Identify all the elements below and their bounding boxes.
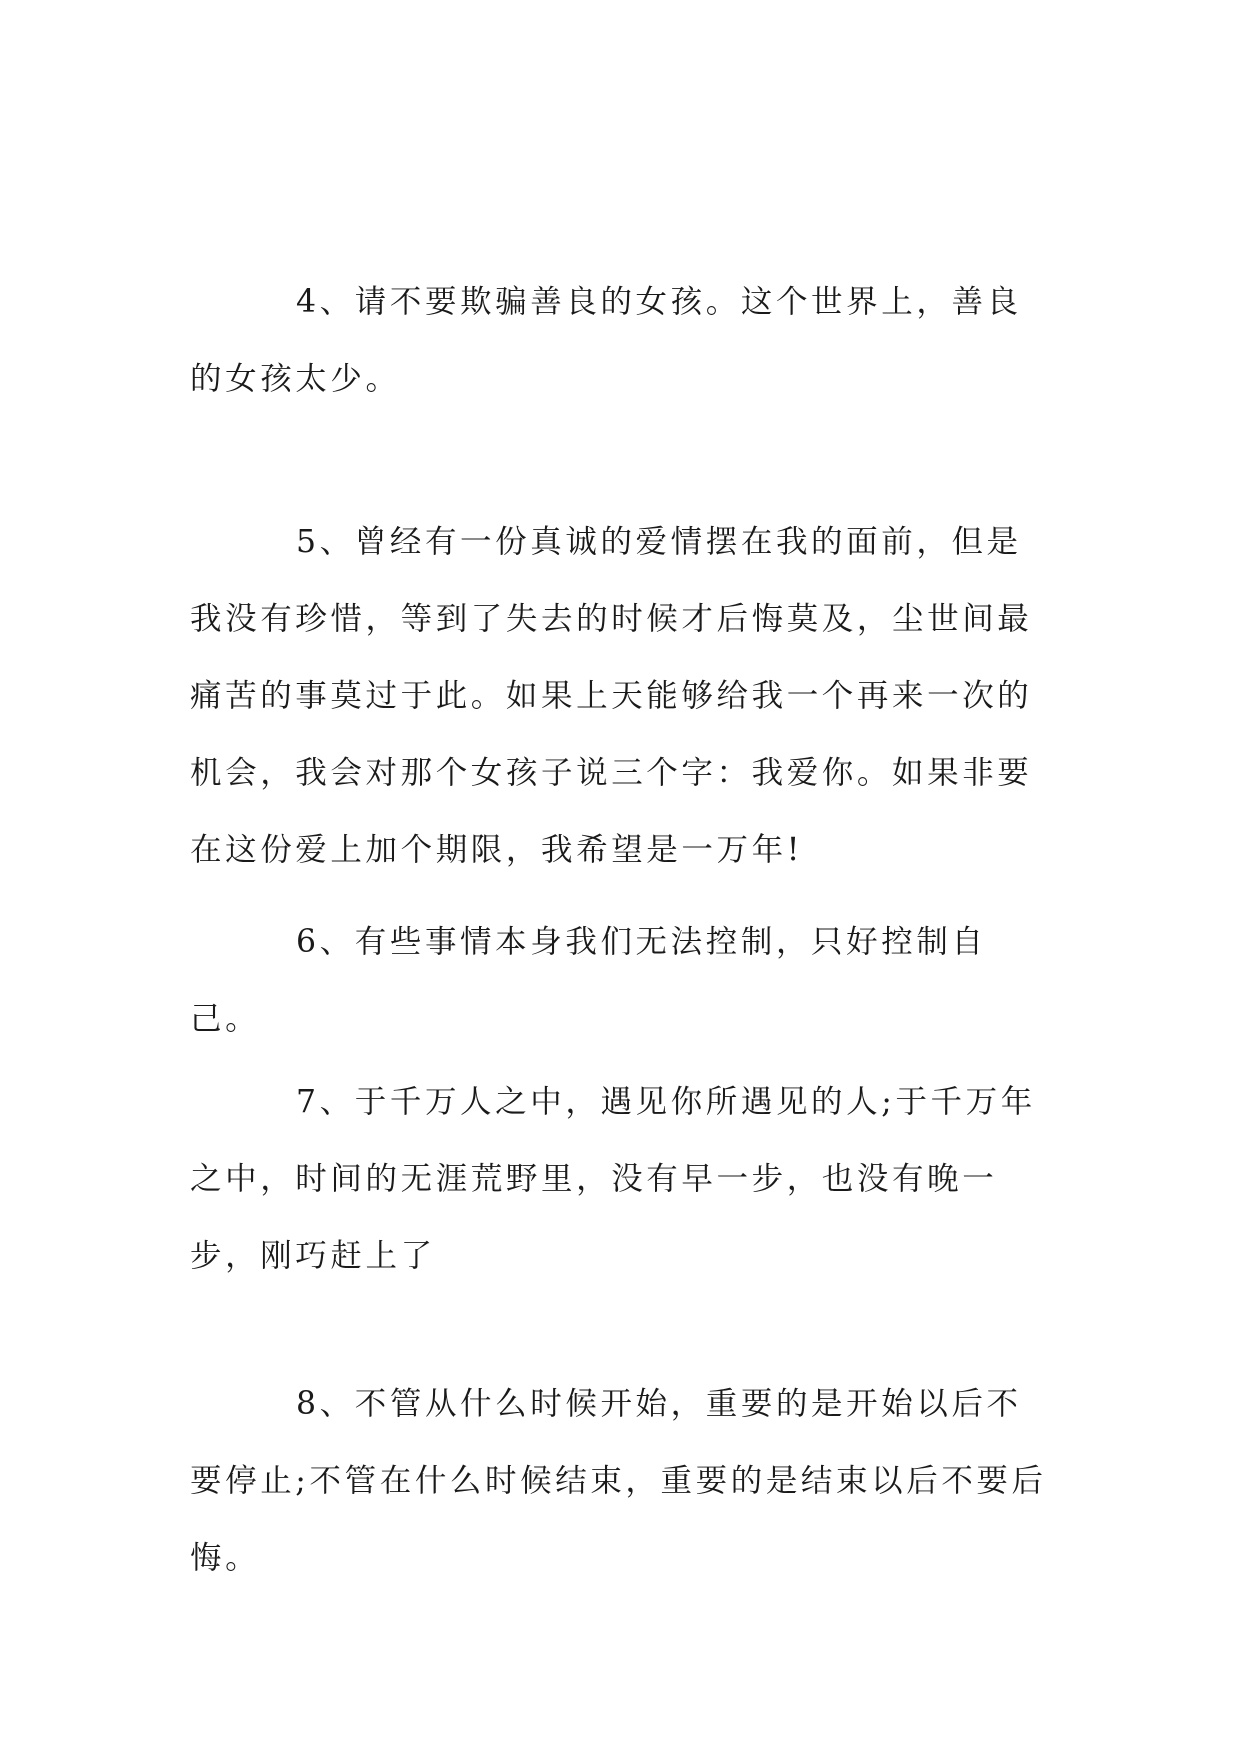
paragraph-7: 7、于千万人之中，遇见你所遇见的人;于千万年之中，时间的无涯荒野里，没有早一步，也没有晚一步，刚巧赶上了: [190, 1084, 1036, 1274]
paragraph-6: 6、有些事情本身我们无法控制，只好控制自己。: [190, 924, 987, 1037]
paragraph-8: 8、不管从什么时候开始，重要的是开始以后不要停止;不管在什么时候结束，重要的是结束以后不要后悔。: [190, 1386, 1047, 1576]
paragraph-4: 4、请不要欺骗善良的女孩。这个世界上，善良的女孩太少。: [190, 284, 1022, 397]
paragraph-5: 5、曾经有一份真诚的爱情摆在我的面前，但是我没有珍惜，等到了失去的时候才后悔莫及，尘世间最痛苦的事莫过于此。如果上天能够给我一个再来一次的机会，我会对那个女孩子说三个字：我爱你。如果非要在这份爱上加个期限，我希望是一万年!: [190, 524, 1033, 868]
